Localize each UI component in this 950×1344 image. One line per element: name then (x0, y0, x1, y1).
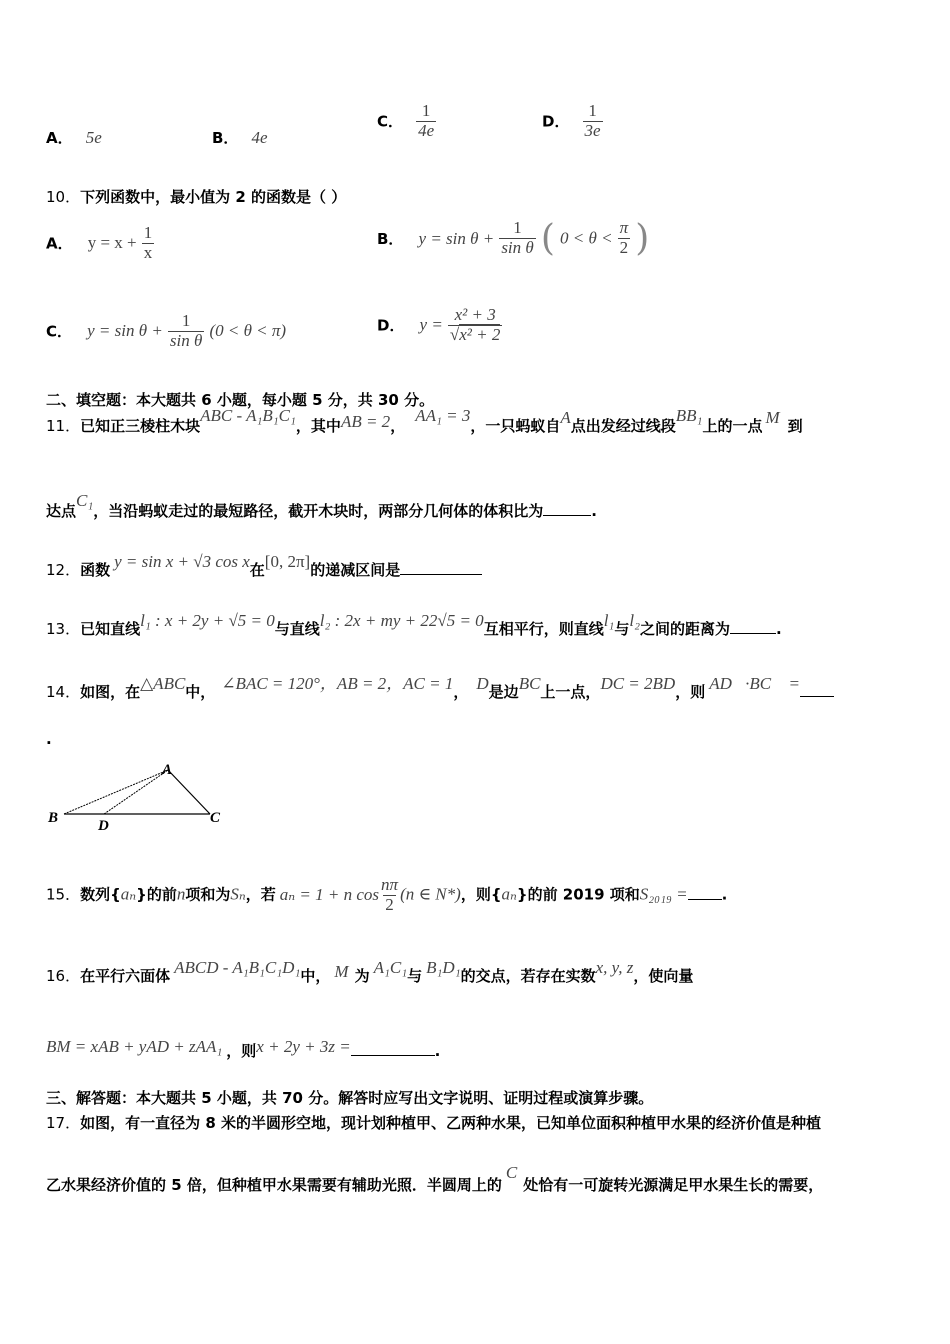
q9-option-d (542, 102, 603, 140)
q10-option-c (46, 312, 286, 350)
q16-text-5: 的交点，若存在实数 (460, 967, 596, 985)
q13-text-2: 与直线 (274, 620, 320, 638)
q13-text-3: 互相平行，则直线 (483, 620, 604, 638)
q10-option-c-lhs: y = sin θ + (87, 321, 163, 341)
q14-text-4: 是边 (488, 683, 519, 701)
q14-triangle-figure (44, 758, 236, 834)
q14-text-6: ，则 (675, 683, 706, 701)
q15-fraction-numerator: nπ (381, 875, 399, 894)
q9-option-b (212, 127, 268, 148)
q15 (46, 876, 727, 914)
q11-text-10: . (591, 502, 597, 520)
q13-text-1: 已知直线 (80, 620, 141, 638)
q14-math-dc: DC = 2BD (600, 674, 676, 693)
q10-option-b-label: B． (377, 230, 404, 248)
q15-math-condition: (n ∈ N*) (400, 884, 461, 904)
q17-math-c: C (505, 1163, 518, 1182)
q13-math-l1: l₁ (603, 611, 615, 630)
q10-option-c-fraction (168, 312, 204, 350)
q10-option-c-numerator: 1 (181, 311, 191, 330)
q14-figure-side-ab (64, 770, 168, 814)
q10-option-a (46, 224, 154, 262)
q11-math-c1: C₁ (76, 491, 94, 510)
q15-text-6: }的前 2019 项和 (516, 885, 640, 904)
q16-text-1: 在平行六面体 (80, 967, 171, 985)
q14-number: 14． (46, 683, 81, 701)
q12-math-interval: [0, 2π] (264, 552, 311, 571)
q13-text-4: 与 (614, 620, 630, 638)
q9-option-a-value: 5e (85, 128, 102, 147)
q13-text-5: 之间的距离为 (640, 620, 731, 638)
q16-line2 (46, 1037, 441, 1061)
q10-option-c-condition: (0 < θ < π) (209, 321, 287, 341)
q11-text-9: ，当沿蚂蚁走过的最短路径，截开木块时，两部分几何体的体积比为 (93, 502, 544, 520)
q14-figure-label-c: C (210, 810, 221, 826)
q10-option-d (377, 306, 502, 344)
q9-option-b-label: B． (212, 129, 239, 147)
q10-option-b-numerator: 1 (513, 218, 522, 238)
q15-math-s2019: S₂₀₁₉ = (639, 884, 688, 904)
q15-number: 15． (46, 885, 81, 904)
q12-text-1: 函数 (80, 561, 111, 579)
q9-option-b-value: 4e (251, 128, 268, 147)
q10-option-b-condition-numerator: π (619, 218, 629, 238)
q10-option-d-denominator: √x² + 2 (449, 324, 501, 344)
q10-option-b (377, 218, 649, 259)
q10-option-a-fraction (142, 224, 155, 262)
q15-math-an-2: aₙ (501, 884, 517, 904)
q17-text-2: 乙水果经济价值的 5 倍，但种植甲水果需要有辅助光照．半圆周上的 (46, 1176, 502, 1194)
q15-text-2: }的前 (136, 885, 177, 904)
q9-option-c (377, 102, 436, 140)
q15-fraction-denominator: 2 (385, 894, 394, 914)
q10-option-a-numerator: 1 (143, 223, 153, 242)
q9-option-a (46, 127, 102, 148)
q10-option-d-numerator: x² + 3 (454, 305, 496, 324)
q9-option-c-denominator: 4e (418, 120, 435, 140)
q11-number: 11． (46, 417, 81, 435)
q15-text-3: 项和为 (185, 885, 231, 904)
q16-line1 (46, 958, 694, 986)
q13-math-line2: l₂ : 2x + my + 22√5 = 0 (319, 611, 484, 630)
q12 (46, 552, 482, 580)
q9-option-c-label: C． (377, 112, 404, 131)
q9-option-d-fraction (583, 102, 603, 140)
q13-answer-blank[interactable] (730, 619, 776, 634)
section3-heading: 三、解答题：本大题共 5 小题，共 70 分。解答时应写出文字说明、证明过程或演算步骤。 (46, 1089, 654, 1107)
q17-line2 (46, 1163, 824, 1195)
q12-text-3: 的递减区间是 (310, 561, 401, 579)
q14-text-1: 如图，在 (80, 683, 141, 701)
q16-math-b1d1: B₁D₁ (426, 958, 461, 977)
q12-answer-blank[interactable] (400, 560, 482, 575)
q15-math-n: n (176, 884, 186, 904)
q10-option-b-left-paren: ( (540, 218, 555, 259)
q10-option-b-condition: 0 < θ < (560, 228, 613, 248)
q9-option-d-label: D． (542, 112, 570, 131)
q11-math-prism: ABC - A₁B₁C₁ (200, 406, 296, 425)
q11-line2 (46, 491, 597, 521)
q10-option-a-lhs: y = x + (87, 233, 137, 253)
q10-option-b-lhs: y = sin θ + (418, 228, 495, 248)
q12-text-2: 在 (249, 561, 265, 579)
q11-text-2: ，其中 (295, 417, 341, 435)
q10-number: 10． (46, 188, 81, 206)
q16-text-7: ，则 (226, 1042, 257, 1060)
q10-option-d-lhs: y = (419, 315, 443, 335)
q16-math-parallelepiped: ABCD - A₁B₁C₁D₁ (174, 958, 301, 977)
q11-text-6: 上的一点 (702, 417, 763, 435)
q14-text-3: ， (453, 683, 469, 701)
q15-text-7: . (721, 885, 728, 904)
q10-option-c-denominator: sin θ (169, 330, 203, 350)
q15-text-1: 数列{ (80, 885, 121, 904)
q11-text-1: 已知正三棱柱木块 (80, 417, 201, 435)
q15-text-5: ，则{ (460, 885, 502, 904)
q14-math-dot-product: AD⃗·BC⃗ = (709, 674, 801, 693)
q10-option-b-condition-denominator: 2 (619, 238, 629, 257)
q13 (46, 611, 782, 639)
q16-number: 16． (46, 967, 81, 985)
q10-option-d-fraction (448, 306, 502, 344)
q14-figure-label-d: D (98, 818, 109, 834)
q15-math-fraction (379, 876, 400, 914)
q11-text-5: 点出发经过线段 (570, 417, 676, 435)
q12-math-function: y = sin x + √3 cos x (114, 552, 250, 571)
q11-text-4: ，一只蚂蚁自 (470, 417, 561, 435)
q14-figure-side-ac (168, 770, 210, 814)
q14-text-5: 上一点， (540, 683, 601, 701)
q9-option-a-label: A． (46, 129, 73, 147)
q16-text-4: 与 (407, 967, 423, 985)
q9-option-c-fraction (416, 102, 436, 140)
q14-text-2: 中， (185, 683, 216, 701)
q10-option-c-label: C． (46, 322, 73, 341)
q17-line1 (46, 1112, 821, 1133)
q13-math-l2: l₂ (629, 611, 640, 630)
q14-trailing-period: . (46, 730, 52, 748)
q11-line1 (46, 406, 803, 436)
q17-number: 17． (46, 1114, 81, 1132)
q16-text-8: . (434, 1042, 441, 1060)
q17-text-1: 如图，有一直径为 8 米的半圆形空地，现计划种植甲、乙两种水果，已知单位面积种植甲水果的经济价值是种植 (80, 1114, 821, 1132)
q16-math-vector-equation: BM = xAB + yAD + zAA₁ (46, 1037, 223, 1056)
q10-option-b-condition-fraction (618, 219, 631, 257)
q11-text-7: 到 (787, 417, 803, 435)
q16-math-expression: x + 2y + 3z = (256, 1037, 351, 1056)
q12-number: 12． (46, 561, 81, 579)
q15-math-sn: Sₙ (230, 884, 246, 904)
q13-number: 13． (46, 620, 81, 638)
q11-math-ab: AB = 2 (340, 412, 391, 431)
q14-figure-segment-ad (104, 770, 168, 814)
q11-text-3: ， (390, 417, 406, 435)
q17-text-3: 处恰有一可旋转光源满足甲水果生长的需要， (523, 1176, 824, 1194)
q9-option-d-numerator: 1 (588, 101, 597, 120)
q14-math-d: D (476, 674, 489, 693)
q16-text-2: 中， (300, 967, 331, 985)
q9-option-d-denominator: 3e (584, 120, 601, 140)
q11-math-m: M (765, 408, 780, 427)
q10-option-d-denominator-radicand: x² + 2 (459, 324, 501, 344)
q10-option-b-right-paren: ) (635, 218, 650, 259)
q16-text-3: 为 (354, 967, 370, 985)
q16-answer-blank[interactable] (351, 1041, 435, 1056)
q11-answer-blank[interactable] (543, 501, 591, 516)
q10-option-a-denominator: x (143, 242, 153, 262)
q15-math-an: aₙ (120, 884, 137, 904)
q14-math-conditions: ∠BAC = 120°，AB = 2，AC = 1 (221, 674, 454, 693)
q14-figure-label-b: B (48, 810, 59, 826)
q13-math-line1: l₁ : x + 2y + √5 = 0 (140, 611, 275, 630)
q10-stem-text: 下列函数中，最小值为 2 的函数是（ ） (80, 188, 347, 206)
q11-math-aa1: AA₁ = 3 (415, 406, 471, 425)
q9-option-c-numerator: 1 (421, 101, 431, 120)
q10-option-b-fraction (499, 219, 535, 257)
q16-math-m: M (334, 962, 349, 981)
q14-answer-blank[interactable] (800, 682, 834, 697)
q15-answer-blank[interactable] (688, 885, 722, 900)
q16-math-a1c1: A₁C₁ (373, 958, 408, 977)
q14-math-bc: BC (518, 674, 541, 693)
q13-text-6: . (776, 620, 782, 638)
q15-text-4: ，若 (245, 885, 276, 904)
q11-math-a: A (560, 408, 571, 427)
q11-math-bb1: BB₁ (675, 406, 703, 425)
q16-text-6: ，使向量 (633, 967, 694, 985)
q14-figure-label-a: A (162, 762, 173, 778)
q16-math-xyz: x, y, z (595, 958, 634, 977)
q15-math-general-term: aₙ = 1 + n cos (279, 884, 380, 904)
q14-math-triangle: △ABC (140, 674, 186, 693)
q10-stem (46, 186, 346, 207)
section2-heading: 二、填空题：本大题共 6 小题，每小题 5 分，共 30 分。 (46, 391, 435, 409)
q14 (46, 674, 834, 702)
q10-option-a-label: A． (46, 234, 73, 253)
q11-text-8: 达点 (46, 502, 77, 520)
q10-option-d-label: D． (377, 316, 405, 335)
q10-option-b-denominator: sin θ (501, 238, 534, 257)
